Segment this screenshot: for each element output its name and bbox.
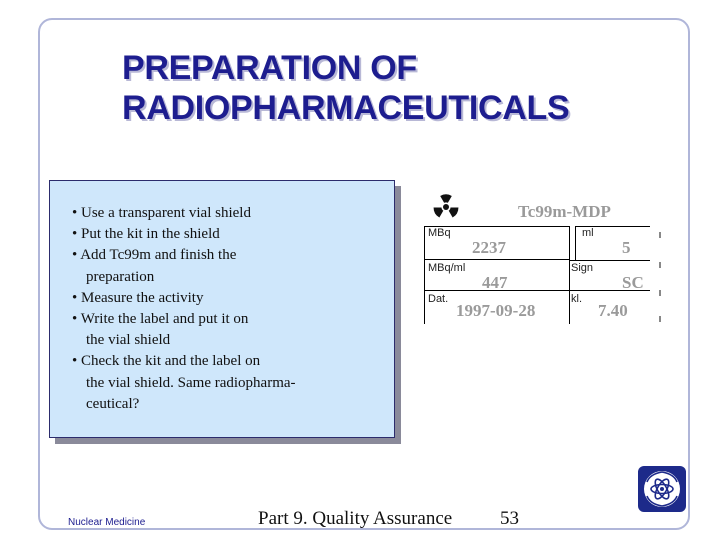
edge-mark	[659, 232, 661, 238]
date-field-label: Dat.	[428, 293, 449, 305]
product-name: Tc99m-MDP	[518, 202, 611, 221]
time-field-label: kl.	[571, 293, 582, 305]
bullet-item: • Measure the activity	[72, 289, 204, 306]
edge-mark	[659, 262, 661, 268]
title-line-1: PREPARATION OF	[122, 49, 417, 87]
ml-value: 5	[622, 238, 631, 257]
ml-field-label: ml	[582, 227, 594, 239]
bullet-item: • Put the kit in the shield	[72, 226, 220, 243]
bullet-item: • Add Tc99m and finish the	[72, 247, 237, 264]
mbq-per-ml-field-label: MBq/ml	[428, 262, 466, 274]
bullet-item: • Write the label and put it on	[72, 311, 249, 328]
footer-course: Nuclear Medicine	[68, 517, 146, 528]
time-value: 7.40	[598, 301, 628, 320]
edge-mark	[659, 316, 661, 322]
bullet-continuation: preparation	[86, 268, 155, 285]
sign-value: SC	[622, 273, 644, 292]
bullet-continuation: the vial shield	[86, 332, 171, 349]
edge-mark	[659, 290, 661, 296]
mbq-value: 2237	[472, 238, 506, 257]
bullet-continuation: the vial shield. Same radiopharma-	[86, 374, 296, 391]
date-value: 1997-09-28	[456, 301, 536, 320]
bullet-continuation: ceutical?	[86, 395, 140, 412]
iaea-atom-logo-icon	[638, 466, 686, 512]
bullet-list	[49, 180, 395, 438]
mbq-field-label: MBq	[428, 227, 451, 239]
page-number: 53	[500, 508, 519, 529]
footer-part-title: Part 9. Quality Assurance	[258, 508, 453, 529]
bullet-item: • Check the kit and the label on	[72, 353, 261, 370]
sign-field-label: Sign	[571, 262, 594, 274]
mbq-per-ml-value: 447	[482, 273, 508, 292]
bullet-item: • Use a transparent vial shield	[72, 205, 251, 221]
title-line-2: RADIOPHARMACEUTICALS	[122, 89, 570, 127]
slide-title	[122, 48, 702, 128]
